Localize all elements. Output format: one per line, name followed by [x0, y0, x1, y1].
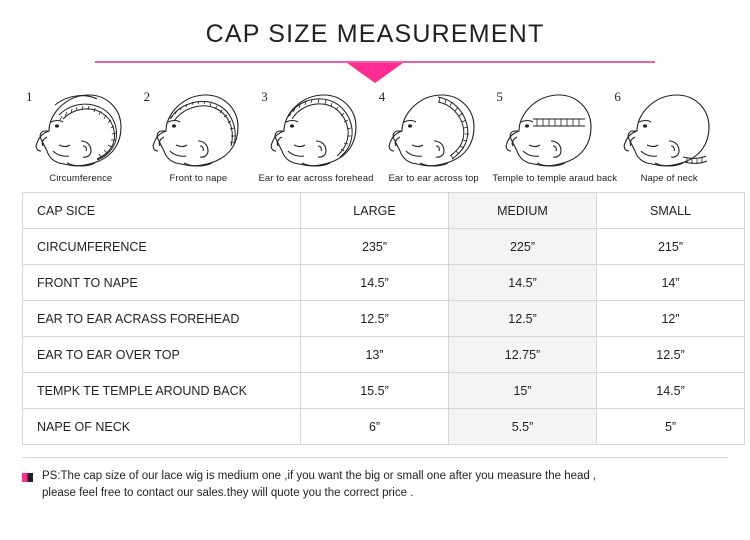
head-temple-to-temple-icon — [499, 89, 603, 171]
table-row — [23, 301, 745, 337]
row-small-value: 14.5” — [597, 373, 745, 409]
diagram-item-4 — [375, 89, 493, 184]
diagram-label: Front to nape — [169, 173, 228, 184]
row-small-value: 5” — [597, 409, 745, 445]
table-header-small: SMALL — [597, 193, 745, 229]
row-label: TEMPK TE TEMPLE AROUND BACK — [23, 373, 301, 409]
row-medium-value: 15” — [449, 373, 597, 409]
table-row — [23, 409, 745, 445]
row-label: EAR TO EAR ACRASS FOREHEAD — [23, 301, 301, 337]
row-large-value: 15.5” — [301, 373, 449, 409]
row-small-value: 12” — [597, 301, 745, 337]
diagram-label: Temple to temple araud back — [492, 173, 618, 184]
diagram-label: Ear to ear across top — [388, 173, 479, 184]
note-line-1: PS:The cap size of our lace wig is medium one ,if you want the big or small one after you measure the head , — [42, 470, 597, 482]
row-label: EAR TO EAR OVER TOP — [23, 337, 301, 373]
row-label: FRONT TO NAPE — [23, 265, 301, 301]
note-text — [42, 468, 596, 502]
size-table-wrapper — [0, 192, 750, 445]
table-header-large: LARGE — [301, 193, 449, 229]
diagram-item-3 — [257, 89, 375, 184]
row-large-value: 6” — [301, 409, 449, 445]
row-label: CIRCUMFERENCE — [23, 229, 301, 265]
table-row — [23, 265, 745, 301]
diagram-number: 5 — [496, 89, 503, 104]
diagram-label: Ear to ear across forehead — [258, 173, 374, 184]
diagram-number: 1 — [26, 89, 33, 104]
diagram-number: 6 — [614, 89, 621, 104]
divider-triangle-icon — [347, 63, 403, 83]
table-header-row — [23, 193, 745, 229]
diagram-number: 2 — [143, 89, 151, 104]
head-circumference-icon — [29, 89, 133, 171]
diagram-number: 3 — [261, 89, 268, 104]
diagram-label: Circumference — [49, 173, 113, 184]
row-medium-value: 14.5” — [449, 265, 597, 301]
note-section — [22, 457, 728, 502]
diagram-item-2 — [140, 89, 258, 184]
table-row — [23, 229, 745, 265]
row-small-value: 14” — [597, 265, 745, 301]
pink-square-icon — [22, 470, 34, 488]
diagram-label: Nape of neck — [640, 173, 698, 184]
row-small-value: 12.5” — [597, 337, 745, 373]
row-medium-value: 5.5” — [449, 409, 597, 445]
note-line-2: please feel free to contact our sales.they will quote you the correct price . — [42, 487, 414, 499]
table-row — [23, 337, 745, 373]
diagram-item-6 — [610, 89, 728, 184]
diagram-row — [0, 79, 750, 184]
diagram-item-5 — [492, 89, 618, 184]
diagram-number: 4 — [378, 89, 386, 104]
row-medium-value: 12.5” — [449, 301, 597, 337]
table-row — [23, 373, 745, 409]
diagram-item-1 — [22, 89, 140, 184]
head-ear-to-ear-forehead-icon — [264, 89, 368, 171]
head-ear-to-ear-top-icon — [382, 89, 486, 171]
head-nape-of-neck-icon — [617, 89, 721, 171]
row-label: NAPE OF NECK — [23, 409, 301, 445]
size-table — [22, 192, 745, 445]
row-large-value: 12.5” — [301, 301, 449, 337]
row-medium-value: 225” — [449, 229, 597, 265]
row-large-value: 235” — [301, 229, 449, 265]
row-small-value: 215” — [597, 229, 745, 265]
table-header-cap-size: CAP SICE — [23, 193, 301, 229]
title-section — [0, 0, 750, 79]
title-divider — [95, 61, 655, 79]
head-front-to-nape-icon — [143, 89, 250, 171]
row-large-value: 13” — [301, 337, 449, 373]
table-header-medium: MEDIUM — [449, 193, 597, 229]
row-medium-value: 12.75” — [449, 337, 597, 373]
page-title: CAP SIZE MEASUREMENT — [205, 20, 545, 48]
row-large-value: 14.5” — [301, 265, 449, 301]
